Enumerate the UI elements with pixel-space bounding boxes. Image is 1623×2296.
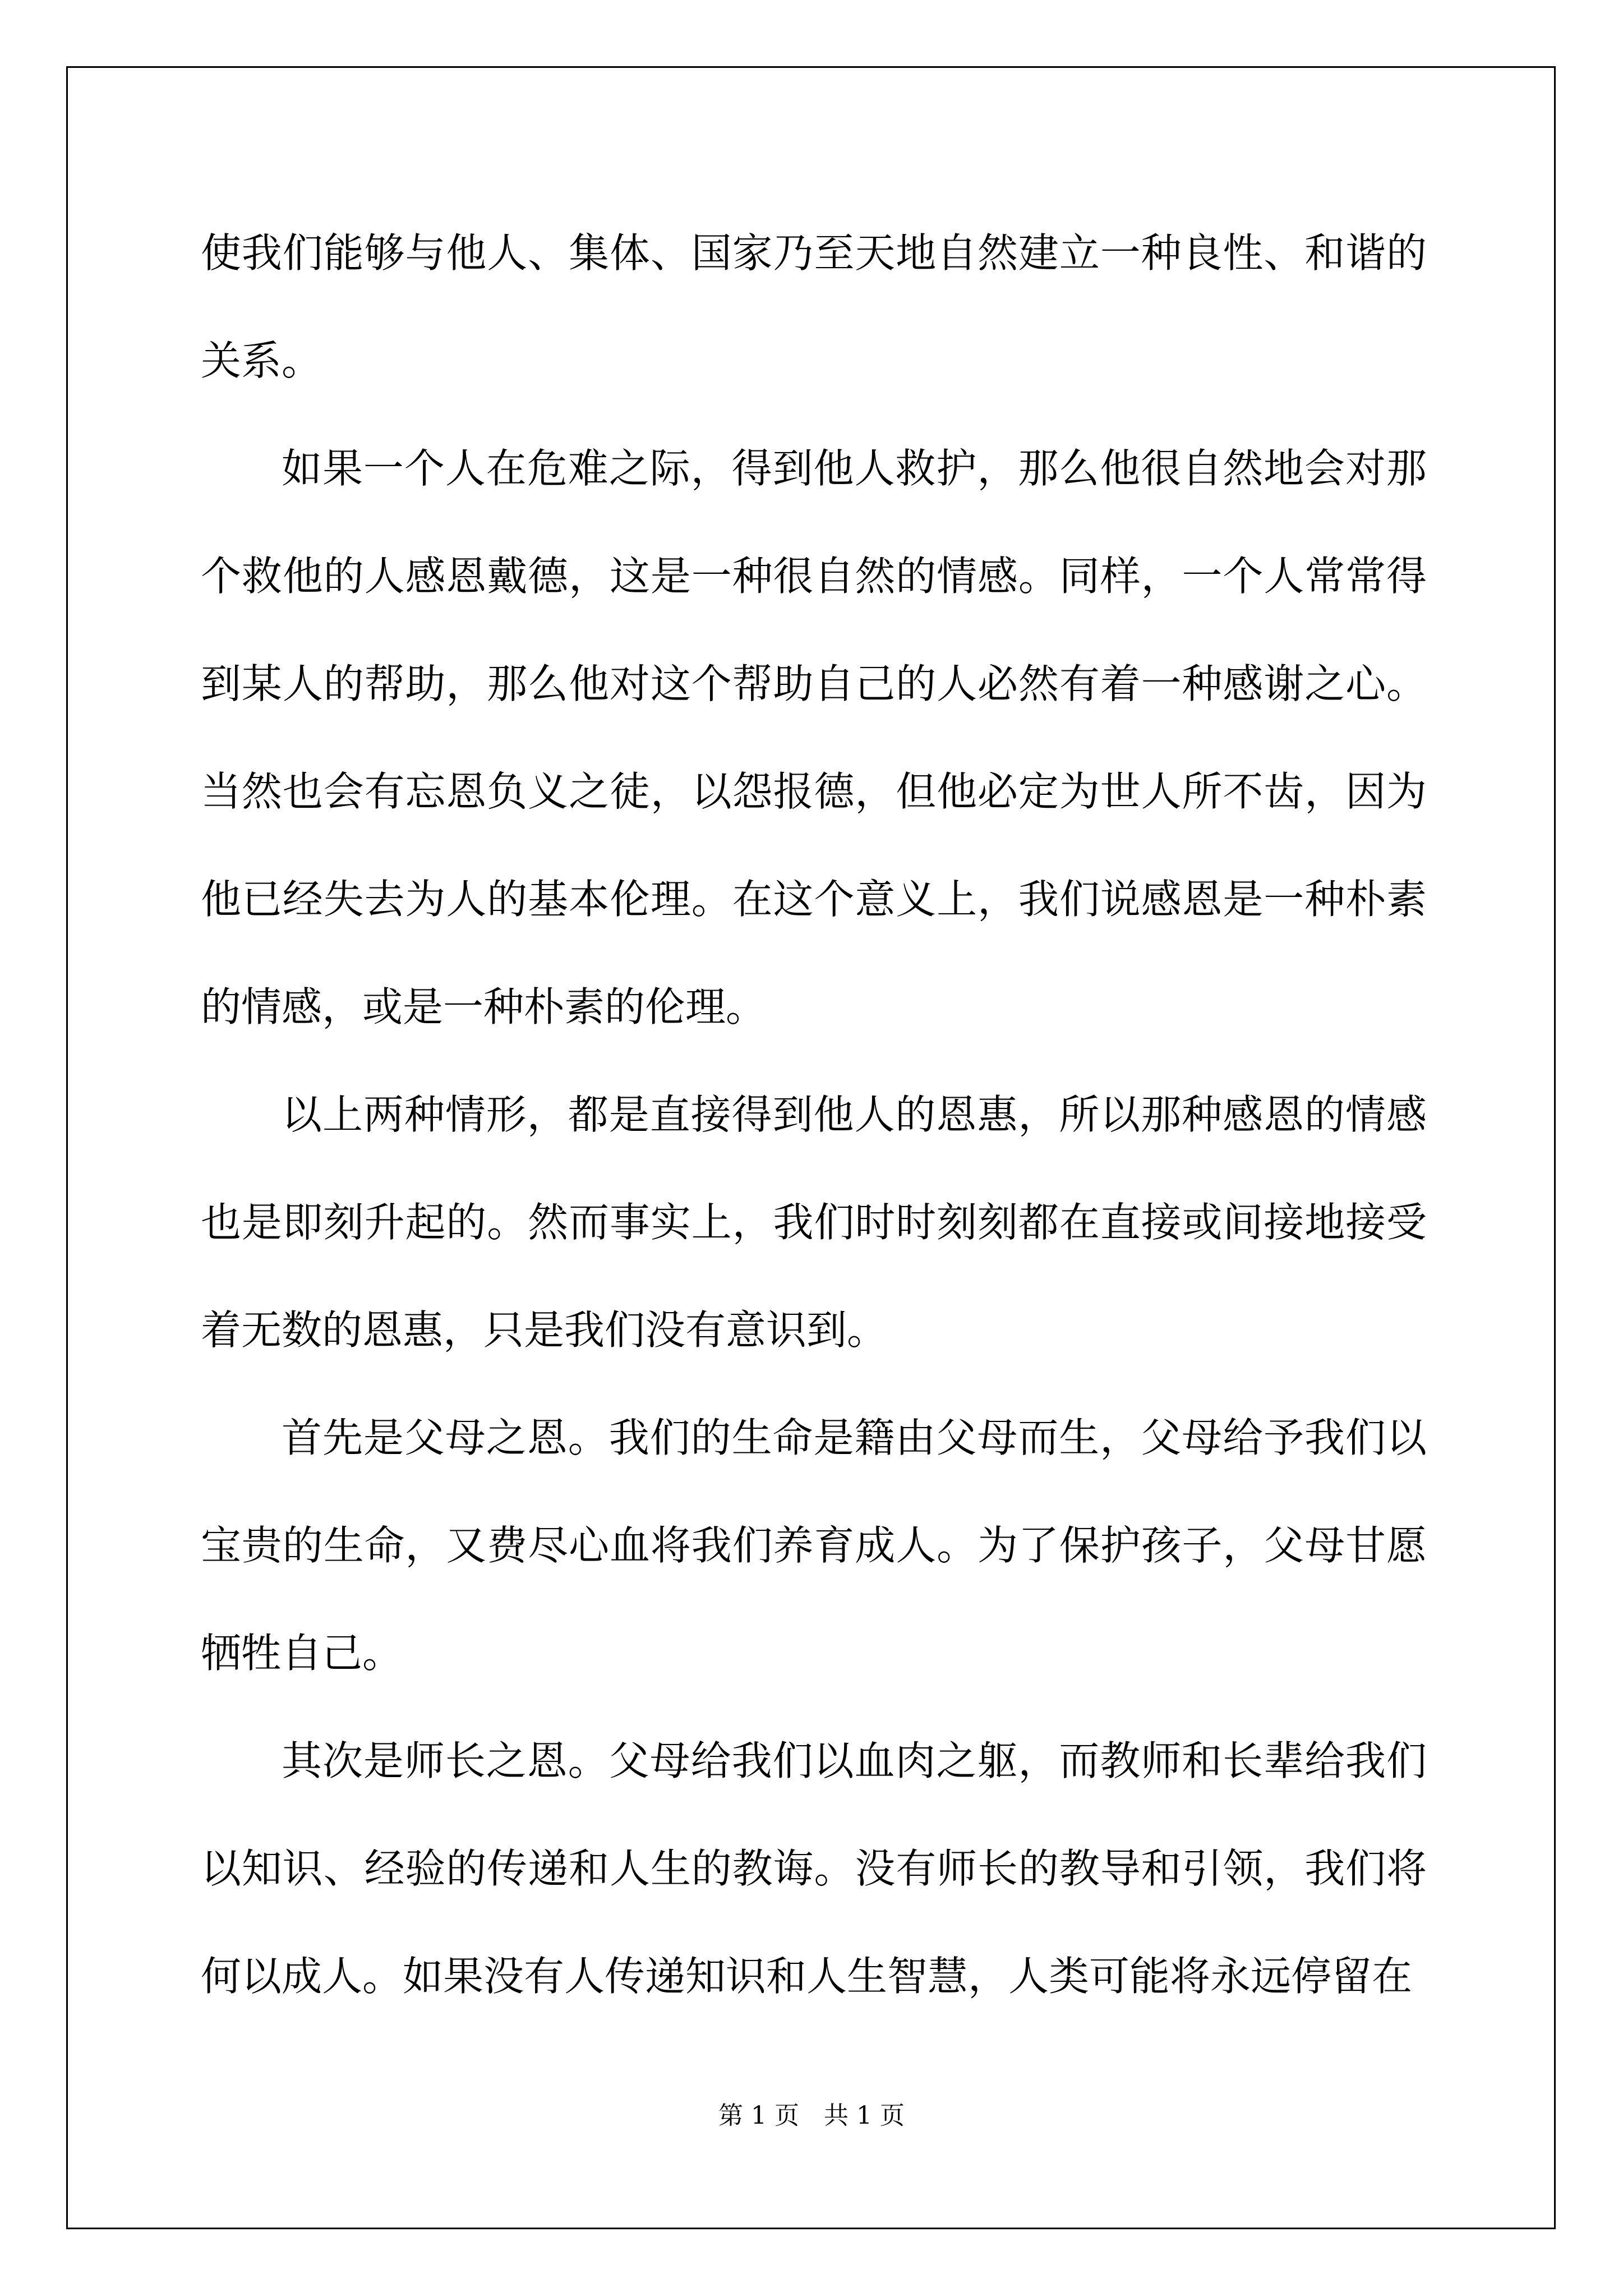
paragraph-2: 如果一个人在危难之际，得到他人救护，那么他很自然地会对那个救他的人感恩戴德，这是一种很自然的情感。同样，一个人常常得到某人的帮助，那么他对这个帮助自己的人必然有着一种感谢之心。当然也会有忘恩负义之徒，以怨报德，但他必定为世人所不齿，因为他已经失去为人的基本伦理。在这个意义上，我们说感恩是一种朴素的情感，或是一种朴素的伦理。	[201, 445, 1427, 1030]
paragraph-4: 首先是父母之恩。我们的生命是籍由父母而生，父母给予我们以宝贵的生命，又费尽心血将我们养育成人。为了保护孩子，父母甘愿牺牲自己。	[201, 1414, 1427, 1677]
paragraph-5: 其次是师长之恩。父母给我们以血肉之躯，而教师和长辈给我们以知识、经验的传递和人生的教诲。没有师长的教导和引领，我们将何以成人。如果没有人传递知识和人生智慧，人类可能将永远停留在	[201, 1737, 1427, 2000]
page-number-footer: 第 1 页 共 1 页	[718, 2101, 905, 2130]
paragraph-3: 以上两种情形，都是直接得到他人的恩惠，所以那种感恩的情感也是即刻升起的。然而事实上，我们时时刻刻都在直接或间接地接受着无数的恩惠，只是我们没有意识到。	[201, 1091, 1427, 1354]
document-body	[201, 199, 1427, 2030]
paragraph-1: 使我们能够与他人、集体、国家乃至天地自然建立一种良性、和谐的关系。	[201, 229, 1427, 384]
